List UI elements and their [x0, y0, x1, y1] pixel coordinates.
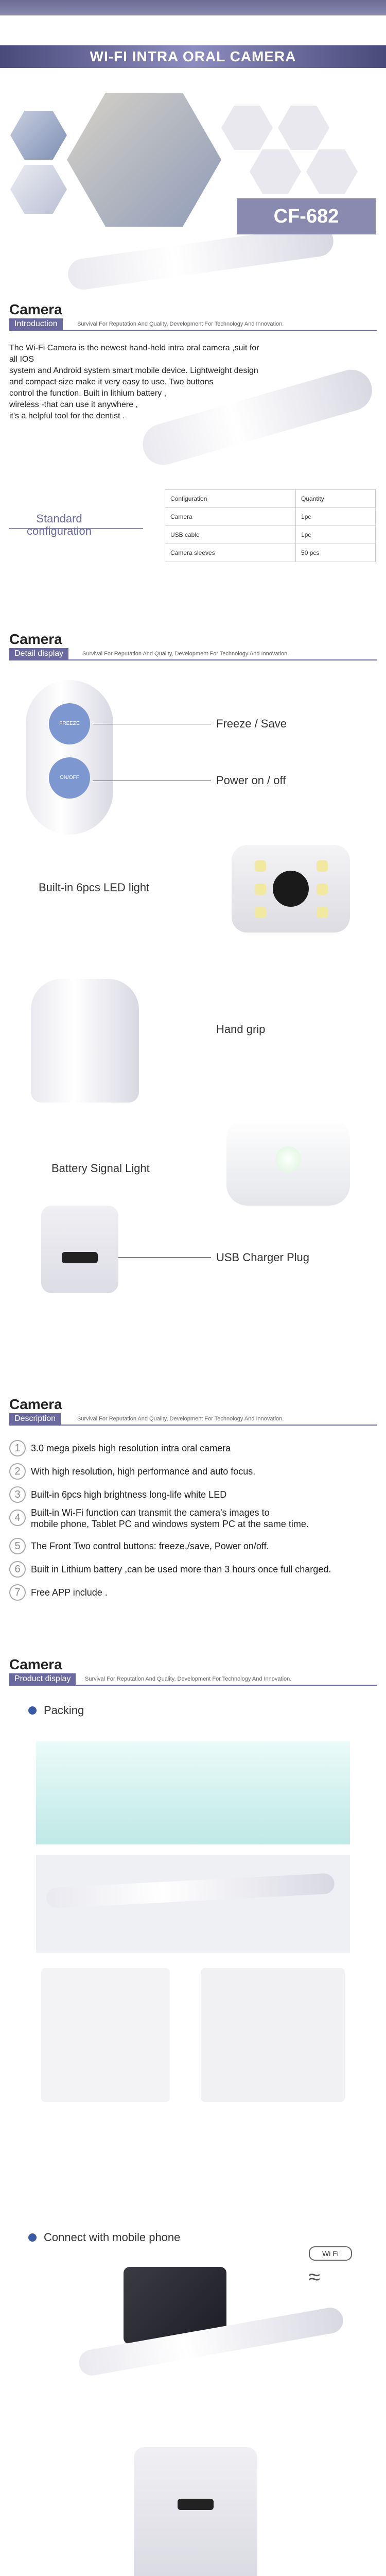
- hex-deco-1: [221, 106, 273, 150]
- hex-photo-small: [10, 111, 67, 160]
- product-section-tab: Product display: [9, 1673, 76, 1685]
- description-item: The Front Two control buttons: freeze,/save, Power on/off.: [31, 1541, 269, 1551]
- hand-grip-image: [31, 979, 139, 1103]
- description-number: 3: [9, 1486, 26, 1503]
- banner-title-bar: [0, 45, 386, 68]
- description-section-title: Camera: [9, 1396, 62, 1412]
- config-label: [21, 513, 98, 537]
- intro-line: and compact size make it very easy to use. Two buttons: [9, 378, 214, 386]
- config-header: Quantity: [296, 490, 376, 508]
- description-section-tab: Description: [9, 1413, 61, 1425]
- intro-line: it's a helpful tool for the dentist .: [9, 412, 125, 420]
- led-icon: [255, 907, 266, 918]
- config-row: [165, 526, 376, 544]
- hex-deco-3: [250, 149, 301, 194]
- packing-heading: Packing: [44, 1704, 84, 1717]
- camera-bottom-image: [134, 2447, 257, 2576]
- wifi-badge: Wi Fi: [309, 2246, 352, 2261]
- banner-title: WI-FI INTRA ORAL CAMERA: [90, 48, 296, 64]
- description-number: 7: [9, 1584, 26, 1601]
- config-cell: 1pc: [296, 508, 376, 526]
- product-section-tagline: Survival For Reputation And Quality, Development For Technology And Innovation.: [85, 1676, 292, 1682]
- bullet-icon: [28, 1706, 37, 1715]
- cable-image: [41, 1968, 170, 2102]
- detail-section-divider: [9, 659, 377, 660]
- intro-section-tab: Introduction: [9, 318, 63, 330]
- description-number: 4: [9, 1510, 26, 1526]
- config-row: [165, 508, 376, 526]
- usb-port-icon: [62, 1252, 98, 1263]
- led-icon: [317, 860, 328, 872]
- description-item: Free APP include .: [31, 1587, 108, 1598]
- banner-top-strip: [0, 0, 386, 15]
- hex-deco-2: [278, 106, 329, 150]
- intro-section-divider: [9, 330, 377, 331]
- config-label-line2: configuration: [27, 524, 92, 537]
- config-table: [165, 489, 376, 562]
- intro-section-tagline: Survival For Reputation And Quality, Development For Technology And Innovation.: [77, 321, 284, 327]
- config-header-row: [165, 490, 376, 508]
- callout-freeze: Freeze / Save: [216, 717, 287, 730]
- description-number: 5: [9, 1538, 26, 1554]
- description-section-divider: [9, 1425, 377, 1426]
- callout-usb: USB Charger Plug: [216, 1251, 309, 1264]
- config-header: Configuration: [165, 490, 296, 508]
- intro-line: wireless -that can use it anywhere ,: [9, 400, 138, 409]
- sleeves-image: [201, 1968, 345, 2102]
- description-number: 6: [9, 1561, 26, 1578]
- description-number: 2: [9, 1463, 26, 1480]
- onoff-button-image: ON/OFF: [49, 757, 90, 799]
- packing-box-image: [36, 1741, 350, 1844]
- config-cell: USB cable: [165, 526, 296, 544]
- detail-section-tab: Detail display: [9, 648, 68, 659]
- description-number: 1: [9, 1440, 26, 1456]
- description-item: 3.0 mega pixels high resolution intra oral camera: [31, 1443, 231, 1453]
- intro-line: control the function. Built in lithium battery ,: [9, 389, 167, 398]
- hex-photo-device: [10, 165, 67, 214]
- config-row: [165, 544, 376, 562]
- usb-closeup-image: [41, 1206, 118, 1293]
- wifi-icon: ≈: [309, 2266, 320, 2289]
- led-icon: [255, 884, 266, 895]
- bullet-icon: [28, 2233, 37, 2242]
- description-item-continued: mobile phone, Tablet PC and windows system PC at the same time.: [31, 1519, 309, 1529]
- callout-grip: Hand grip: [216, 1023, 266, 1036]
- intro-line: system and Android system smart mobile device. Lightweight design: [9, 366, 258, 375]
- product-section-title: Camera: [9, 1656, 62, 1672]
- intro-section-title: Camera: [9, 301, 62, 317]
- config-cell: Camera sleeves: [165, 544, 296, 562]
- usb-port-icon: [178, 2499, 214, 2510]
- intro-line: The Wi-Fi Camera is the newest hand-held intra oral camera ,suit for all IOS: [9, 344, 259, 364]
- config-cell: 1pc: [296, 526, 376, 544]
- hex-photo-dentist: [67, 93, 221, 227]
- freeze-button-image: FREEZE: [49, 703, 90, 744]
- description-item: Built-in 6pcs high brightness long-life white LED: [31, 1489, 227, 1500]
- led-icon: [317, 884, 328, 895]
- led-icon: [255, 860, 266, 872]
- callout-power: Power on / off: [216, 774, 286, 787]
- description-item: Built-in Wi-Fi function can transmit the camera's images to: [31, 1507, 270, 1518]
- callout-line: [118, 1257, 211, 1258]
- config-cell: 50 pcs: [296, 544, 376, 562]
- hero-banner: [0, 0, 386, 103]
- config-cell: Camera: [165, 508, 296, 526]
- detail-section-tagline: Survival For Reputation And Quality, Development For Technology And Innovation.: [82, 651, 289, 657]
- callout-battery: Battery Signal Light: [51, 1162, 150, 1175]
- mobile-heading: Connect with mobile phone: [44, 2231, 181, 2244]
- callout-led: Built-in 6pcs LED light: [39, 881, 150, 894]
- battery-light-icon: [275, 1146, 301, 1172]
- product-section-divider: [9, 1685, 377, 1686]
- model-label: CF-682: [237, 198, 376, 234]
- camera-lens: [273, 871, 309, 907]
- description-item: With high resolution, high performance and auto focus.: [31, 1466, 256, 1477]
- description-item: Built in Lithium battery ,can be used more than 3 hours once full charged.: [31, 1564, 331, 1574]
- detail-section-title: Camera: [9, 631, 62, 647]
- config-label-line1: Standard: [36, 512, 82, 525]
- hex-deco-4: [306, 149, 358, 194]
- description-section-tagline: Survival For Reputation And Quality, Development For Technology And Innovation.: [77, 1416, 284, 1422]
- led-icon: [317, 907, 328, 918]
